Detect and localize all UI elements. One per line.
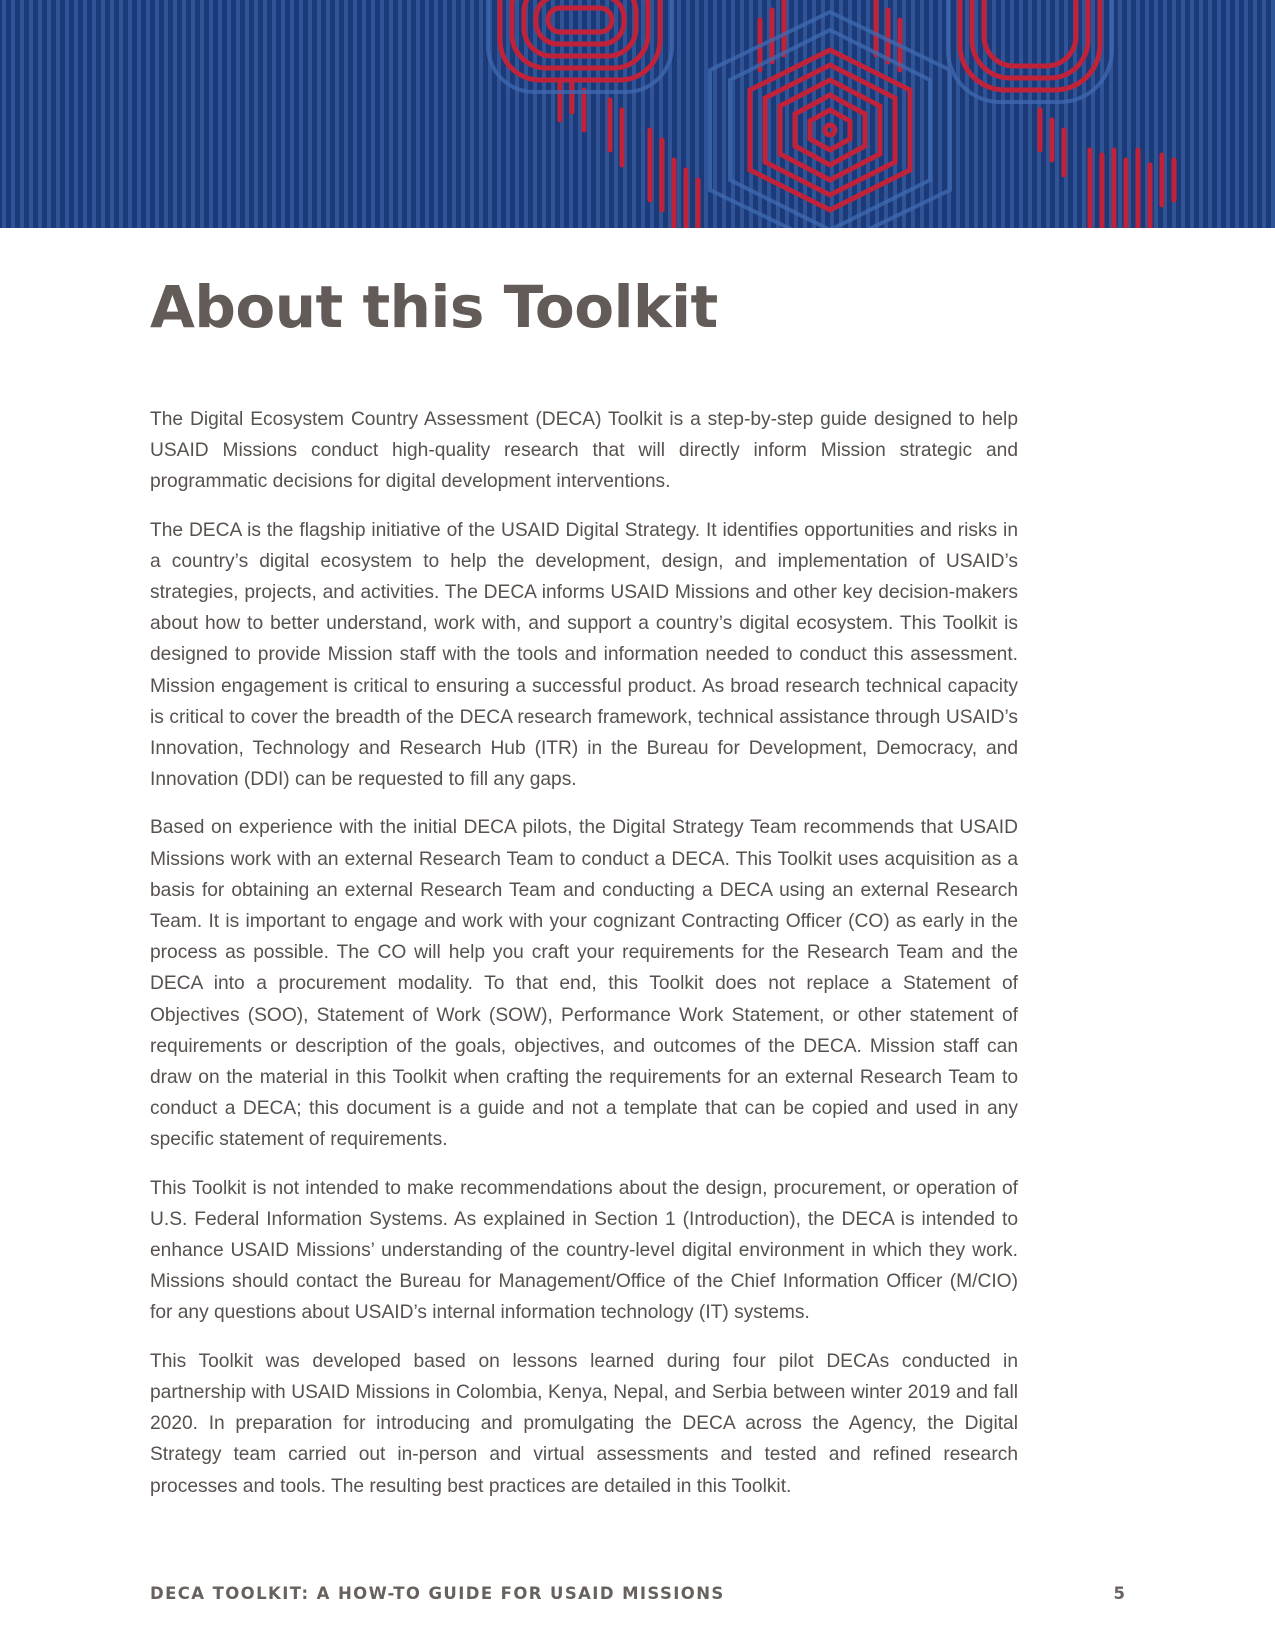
paragraph: The Digital Ecosystem Country Assessment (DECA) Toolkit is a step-by-step guide designed to help USAID Missions conduct high-quality research that will directly inform Mission strategic and programmatic decisions for digital development interventions. xyxy=(150,409,1018,493)
paragraph: This Toolkit is not intended to make recommendations about the design, procurement, or operation of U.S. Federal Information Systems. As explained in Section 1 (Introduction), the DECA is intended to enhance USAID Missions’ understanding of the country-level digital environment in which they work. Missions should contact the Bureau for Management/Office of the Chief Information Officer (M/CIO) for any questions about USAID’s internal information technology (IT) systems. xyxy=(150,1177,1018,1324)
footer-title: DECA TOOLKIT: A HOW-TO GUIDE FOR USAID MISSIONS xyxy=(150,1584,725,1603)
header-banner xyxy=(0,0,1275,228)
paragraph: The DECA is the flagship initiative of the USAID Digital Strategy. It identifies opportunities and risks in a country’s digital ecosystem to help the development, design, and implementation of USAID’s strategies, projects, and activities. The DECA informs USAID Missions and other key decision-makers about how to better understand, work with, and support a country’s digital ecosystem. This Toolkit is designed to provide Mission staff with the tools and information needed to conduct this assessment. Mission engagement is critical to ensuring a successful product. As broad research technical capacity is critical to cover the breadth of the DECA research framework, technical assistance through USAID’s Innovation, Technology and Research Hub (ITR) in the Bureau for Development, Democracy, and Innovation (DDI) can be requested to fill any gaps. xyxy=(150,519,1018,791)
page-number: 5 xyxy=(1113,1584,1125,1603)
fingerprint-map-icon xyxy=(0,0,1275,228)
paragraph: This Toolkit was developed based on lessons learned during four pilot DECAs conducted in partnership with USAID Missions in Colombia, Kenya, Nepal, and Serbia between winter 2019 and fall 2020. In preparation for introducing and promulgating the DECA across the Agency, the Digital Strategy team carried out in-person and virtual assessments and tested and refined research processes and tools. The resulting best practices are detailed in this Toolkit. xyxy=(150,1350,1018,1497)
body-text xyxy=(150,404,1018,1519)
page-title: About this Toolkit xyxy=(150,273,718,341)
paragraph: Based on experience with the initial DECA pilots, the Digital Strategy Team recommends that USAID Missions work with an external Research Team to conduct a DECA. This Toolkit uses acquisition as a basis for obtaining an external Research Team and conducting a DECA using an external Research Team. It is important to engage and work with your cognizant Contracting Officer (CO) as early in the process as possible. The CO will help you craft your requirements for the Research Team and the DECA into a procurement modality. To that end, this Toolkit does not replace a Statement of Objectives (SOO), Statement of Work (SOW), Performance Work Statement, or other statement of requirements or description of the goals, objectives, and outcomes of the DECA. Mission staff can draw on the material in this Toolkit when crafting the requirements for an external Research Team to conduct a DECA; this document is a guide and not a template that can be copied and used in any specific statement of requirements. xyxy=(150,817,1018,1151)
